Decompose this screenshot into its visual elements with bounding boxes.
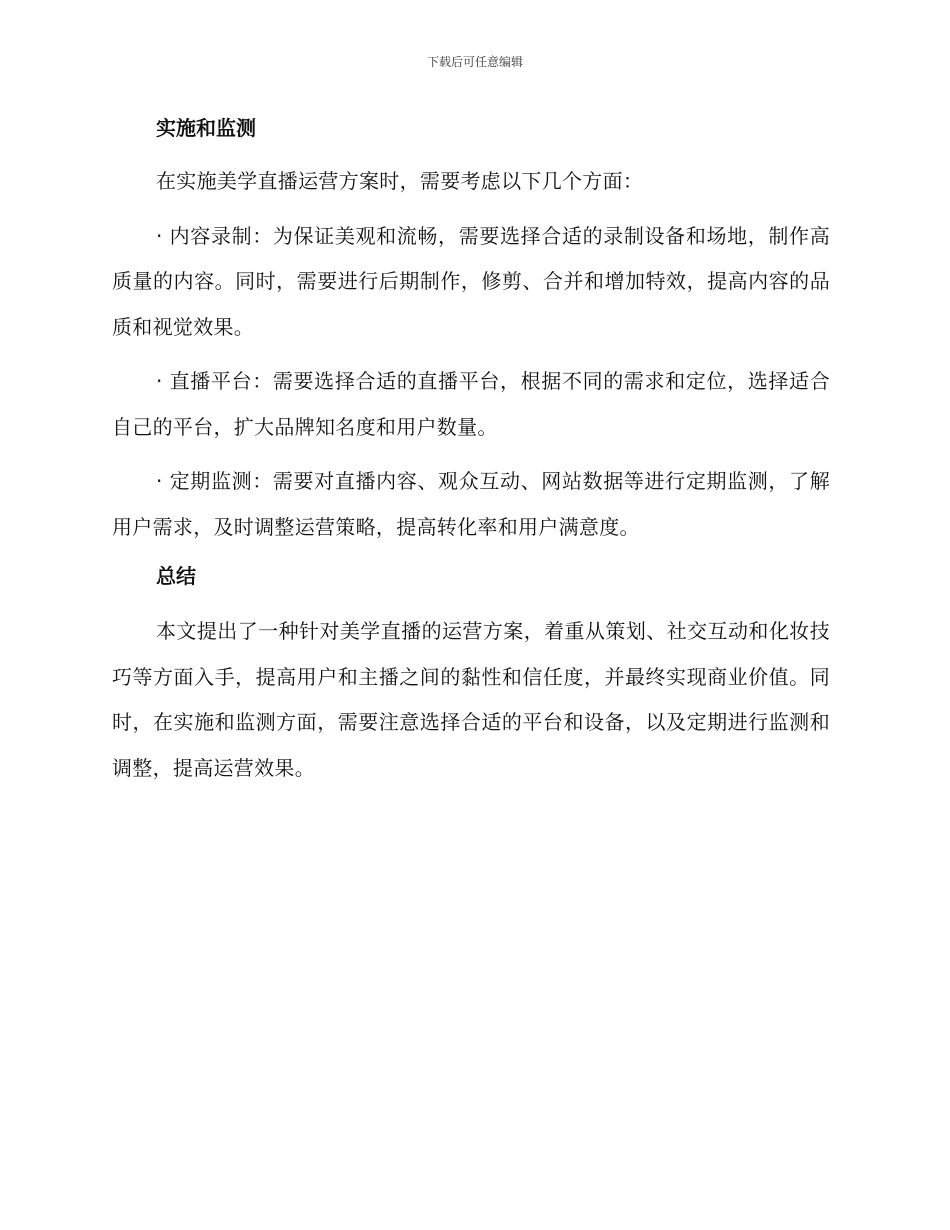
document-body bbox=[112, 108, 830, 791]
bullet-regular-monitoring: · 定期监测：需要对直播内容、观众互动、网站数据等进行定期监测，了解用户需求，及时调整运营策略，提高转化率和用户满意度。 bbox=[112, 469, 830, 539]
section-heading-implementation: 实施和监测 bbox=[156, 116, 256, 140]
bullet-live-platform: · 直播平台：需要选择合适的直播平台，根据不同的需求和定位，选择适合自己的平台，扩大品牌知名度和用户数量。 bbox=[112, 369, 830, 439]
page-header-note: 下载后可任意编辑 bbox=[426, 55, 523, 69]
implementation-intro-paragraph: 在实施美学直播运营方案时，需要考虑以下几个方面： bbox=[156, 169, 644, 193]
bullet-content-recording: · 内容录制：为保证美观和流畅，需要选择合适的录制设备和场地，制作高质量的内容。同时，需要进行后期制作，修剪、合并和增加特效，提高内容的品质和视觉效果。 bbox=[112, 223, 830, 339]
section-heading-summary: 总结 bbox=[156, 564, 196, 588]
summary-paragraph: 本文提出了一种针对美学直播的运营方案，着重从策划、社交互动和化妆技巧等方面入手，提高用户和主播之间的黏性和信任度，并最终实现商业价值。同时，在实施和监测方面，需要注意选择合适的平台和设备，以及定期进行监测和调整，提高运营效果。 bbox=[112, 619, 830, 780]
